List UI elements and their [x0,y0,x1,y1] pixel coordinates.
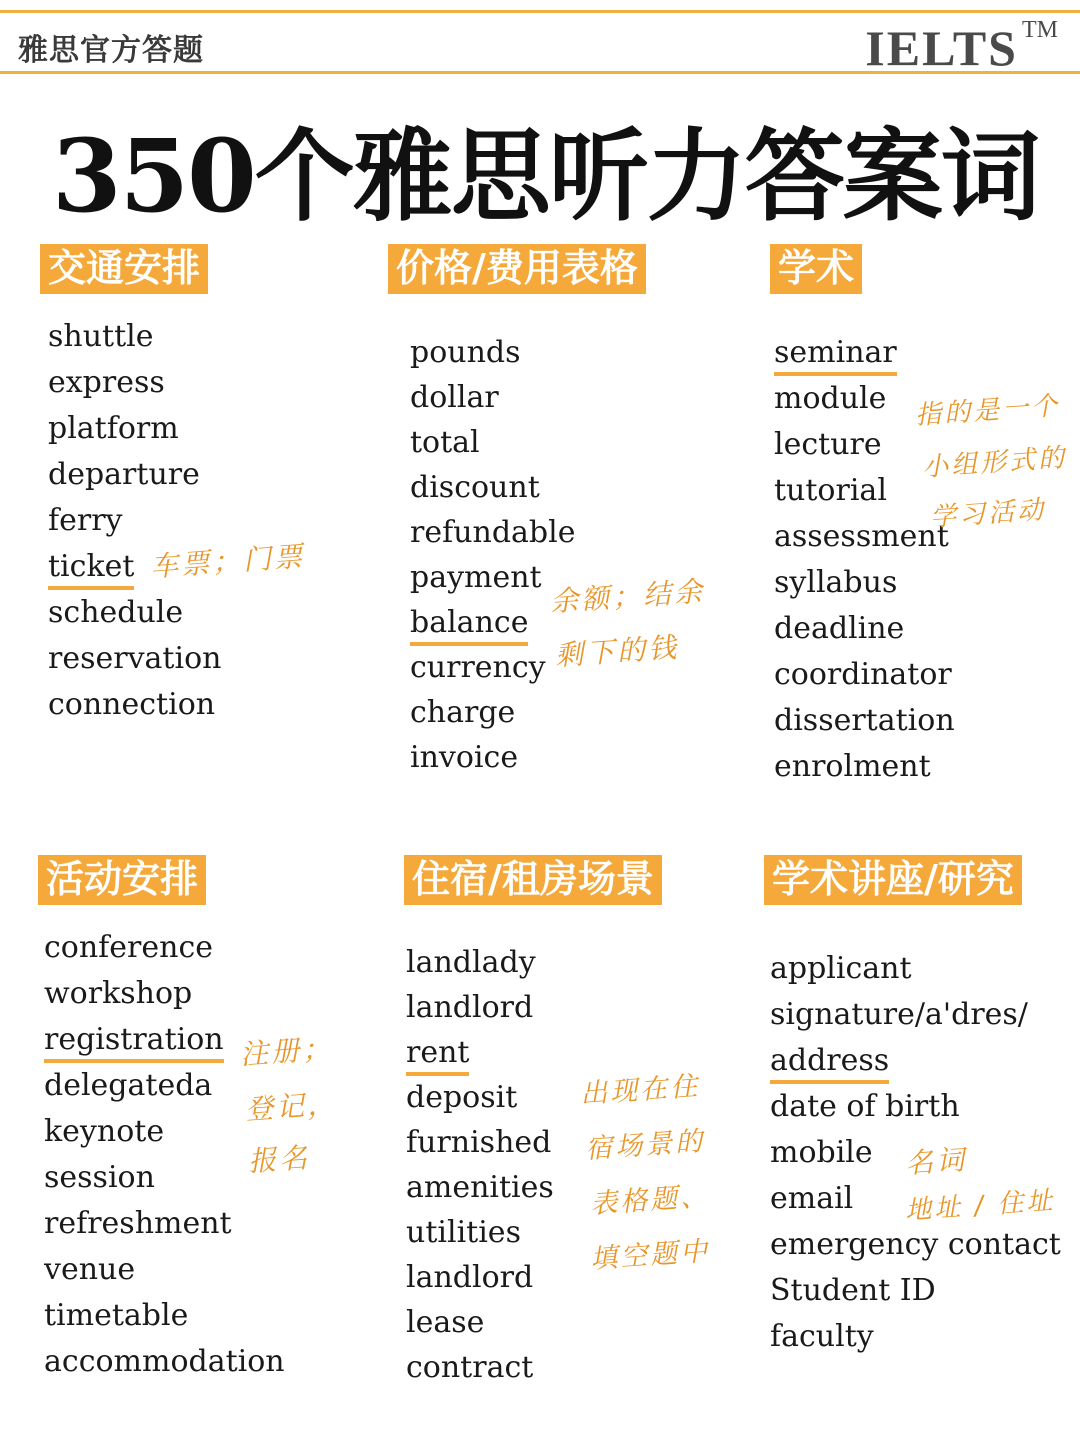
list-item: landlord [406,1260,534,1295]
list-item: amenities [406,1170,554,1205]
section-lecture-research [764,855,1022,905]
list-item: lease [406,1305,485,1340]
list-item: currency [410,650,546,685]
list-item: schedule [48,595,184,630]
list-item: platform [48,411,179,446]
list-item: landlord [406,990,534,1025]
list-item: ferry [48,503,123,538]
list-item: syllabus [774,565,898,600]
list-item: emergency contact [770,1227,1061,1262]
list-item: total [410,425,480,460]
section-label: 价格/费用表格 [388,244,646,294]
section-academic [770,244,862,294]
list-item: keynote [44,1114,165,1149]
handwritten-note: 小组形式的 [921,442,1069,484]
list-item: pounds [410,335,521,370]
list-item: assessment [774,519,949,554]
list-item: session [44,1160,155,1195]
section-price [388,244,646,294]
list-item: reservation [48,641,222,676]
section-label: 学术 [770,244,862,294]
handwritten-note: 报名 [247,1140,312,1179]
handwritten-note: 表格题、 [589,1180,712,1221]
list-item: utilities [406,1215,521,1250]
section-transport [40,244,208,294]
handwritten-note: 注册； [239,1031,335,1072]
list-item: accommodation [44,1344,285,1379]
handwritten-note: 出现在住 [579,1070,702,1111]
list-item: coordinator [774,657,952,692]
section-label: 学术讲座/研究 [764,855,1022,905]
list-item: express [48,365,165,400]
list-item: dissertation [774,703,955,738]
handwritten-note: 登记， [244,1086,340,1127]
list-item: contract [406,1350,534,1385]
list-item: delegateda [44,1068,213,1103]
list-item: faculty [770,1319,874,1354]
list-item: dollar [410,380,499,415]
list-item-highlighted: seminar [774,330,955,376]
list-item-highlighted: ticket [48,544,221,590]
section-label: 交通安排 [40,244,208,294]
list-item: invoice [410,740,519,775]
list-item-highlighted: registration [44,1017,285,1063]
list-item: landlady [406,945,536,980]
list-item: Student ID [770,1273,936,1308]
header-left-text: 雅思官方答题 [18,33,204,68]
list-item-highlighted: rent [406,1030,554,1075]
handwritten-note: 车票；门票 [149,539,307,584]
list-item: workshop [44,976,193,1011]
list-item: tutorial [774,473,887,508]
section-accommodation [404,855,662,905]
list-item: connection [48,687,216,722]
word-list-price [410,330,575,780]
list-item: refreshment [44,1206,232,1241]
list-item: mobile [770,1135,873,1170]
list-item: shuttle [48,319,154,354]
list-item: email [770,1181,854,1216]
list-item: discount [410,470,540,505]
list-item: lecture [774,427,882,462]
word-list-accommodation [406,940,554,1390]
list-item: deadline [774,611,905,646]
handwritten-note: 名词 [904,1142,969,1181]
section-label: 活动安排 [38,855,206,905]
handwritten-note: 宿场景的 [584,1125,707,1166]
handwritten-note: 填空题中 [589,1235,712,1276]
header-bar [0,10,1080,74]
list-item: module [774,381,887,416]
list-item: conference [44,930,214,965]
list-item: payment [410,560,542,595]
list-item: charge [410,695,516,730]
list-item: timetable [44,1298,189,1333]
page-title: 350个雅思听力答案词 [52,117,1039,235]
handwritten-note: 指的是一个 [914,390,1062,432]
list-item: refundable [410,515,576,550]
ielts-logo: IELTS [865,20,1018,76]
section-label: 住宿/租房场景 [404,855,662,905]
word-list-transport [48,314,221,728]
list-item: furnished [406,1125,552,1160]
list-item: applicant [770,951,912,986]
handwritten-note: 学习活动 [929,494,1048,534]
list-item: date of birth [770,1089,960,1124]
list-item-highlighted: balance [410,600,575,645]
list-item-highlighted: address [770,1038,1061,1084]
list-item: venue [44,1252,136,1287]
list-item: signature/a'dres/ [770,997,1028,1032]
section-events [38,855,206,905]
handwritten-note: 剩下的钱 [554,630,681,673]
handwritten-note: 余额；结余 [549,574,707,619]
list-item: enrolment [774,749,931,784]
list-item: departure [48,457,200,492]
trademark-mark: TM [1022,17,1058,43]
list-item: deposit [406,1080,518,1115]
handwritten-note: 地址 / 住址 [904,1185,1057,1227]
